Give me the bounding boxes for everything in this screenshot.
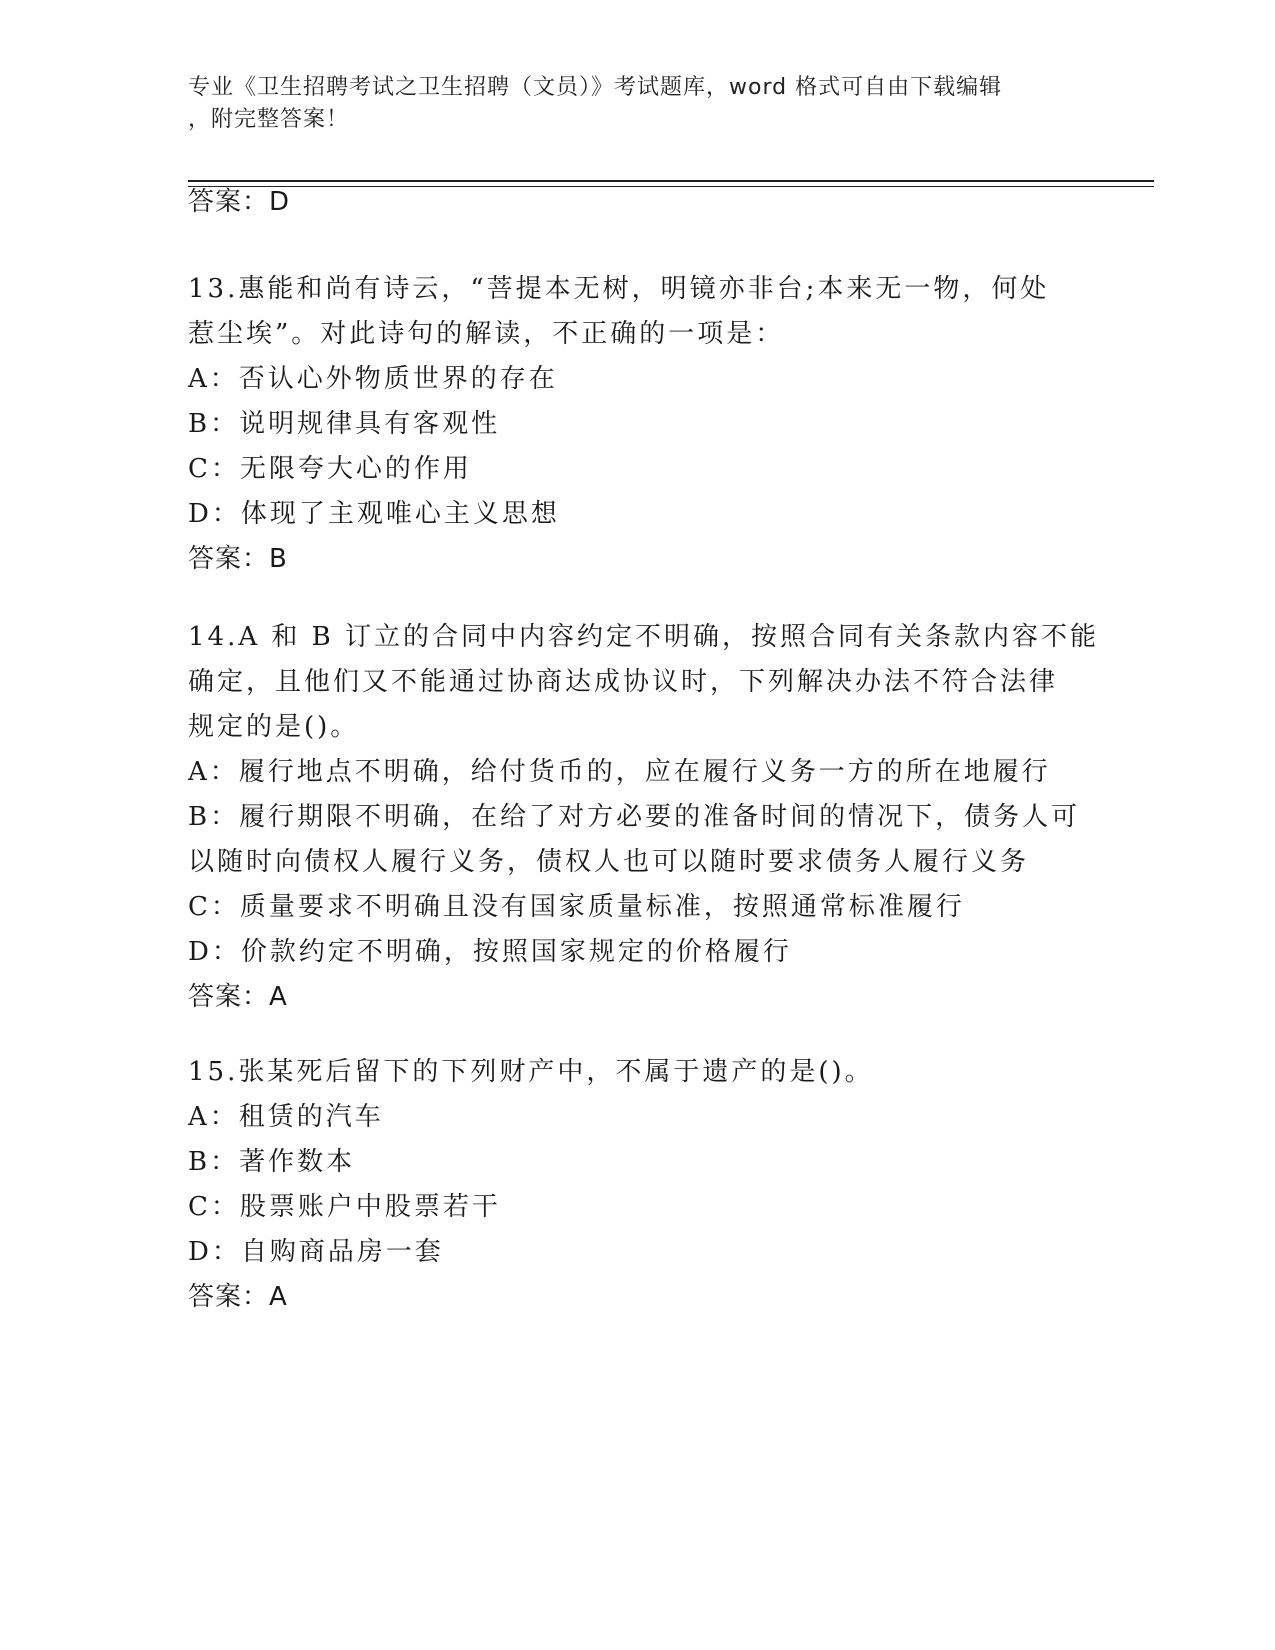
question-14: [188, 615, 1100, 1020]
option-b-continued: 以随时向债权人履行义务，债权人也可以随时要求债务人履行义务: [188, 847, 1030, 877]
question-15: [188, 1050, 1088, 1320]
answer-label: 答案：A: [188, 1282, 288, 1312]
option-d: D：自购商品房一套: [188, 1237, 444, 1267]
question-stem: 13.惠能和尚有诗云，“菩提本无树，明镜亦非台;本来无一物，何处: [188, 274, 1050, 304]
answer-label: 答案：D: [188, 187, 291, 217]
option-a: A：否认心外物质世界的存在: [188, 364, 558, 394]
document-header: [188, 72, 1088, 136]
question-stem: 惹尘埃”。对此诗句的解读，不正确的一项是：: [188, 319, 785, 349]
option-d: D：价款约定不明确，按照国家规定的价格履行: [188, 937, 792, 967]
header-line-2: ，附完整答案！: [188, 107, 350, 132]
previous-answer-block: [188, 180, 1088, 225]
answer-label: 答案：B: [188, 544, 288, 574]
option-d: D：体现了主观唯心主义思想: [188, 499, 560, 529]
option-c: C：无限夸大心的作用: [188, 454, 472, 484]
question-stem: 14.A 和 B 订立的合同中内容约定不明确，按照合同有关条款内容不能: [188, 622, 1100, 652]
option-b: B：履行期限不明确，在给了对方必要的准备时间的情况下，债务人可: [188, 802, 1081, 832]
question-13: [188, 267, 1088, 582]
header-line-1: 专业《卫生招聘考试之卫生招聘（文员）》考试题库，word 格式可自由下载编辑: [188, 75, 1003, 100]
question-stem: 规定的是()。: [188, 712, 360, 742]
answer-label: 答案：A: [188, 982, 288, 1012]
option-c: C：质量要求不明确且没有国家质量标准，按照通常标准履行: [188, 892, 965, 922]
question-stem: 15.张某死后留下的下列财产中，不属于遗产的是()。: [188, 1057, 874, 1087]
option-a: A：租赁的汽车: [188, 1102, 384, 1132]
option-a: A：履行地点不明确，给付货币的，应在履行义务一方的所在地履行: [188, 757, 1051, 787]
question-stem: 确定，且他们又不能通过协商达成协议时，下列解决办法不符合法律: [188, 667, 1059, 697]
option-b: B：著作数本: [188, 1147, 356, 1177]
option-c: C：股票账户中股票若干: [188, 1192, 501, 1222]
option-b: B：说明规律具有客观性: [188, 409, 501, 439]
